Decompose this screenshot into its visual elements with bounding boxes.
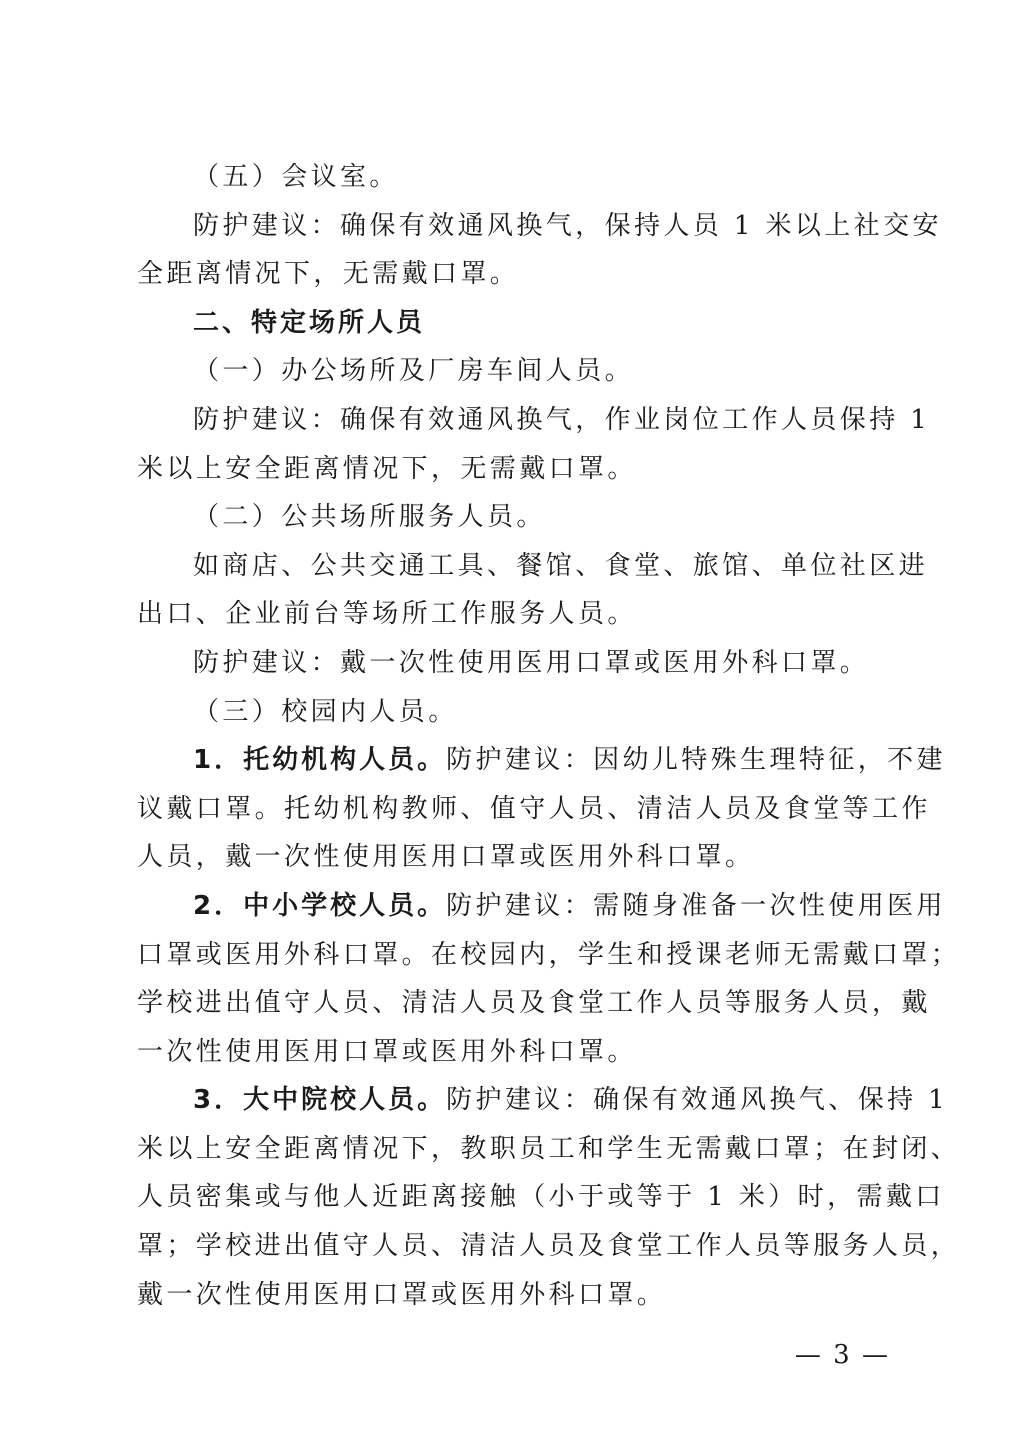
body-line: 口罩或医用外科口罩。在校园内，学生和授课老师无需戴口罩； [137,939,961,970]
body-line: 一次性使用医用口罩或医用外科口罩。 [137,1036,637,1067]
body-line: 米以上安全距离情况下，教职员工和学生无需戴口罩；在封闭、 [137,1133,961,1164]
body-line: 人员，戴一次性使用医用口罩或医用外科口罩。 [137,842,755,873]
document-body [137,153,961,1319]
subheading-office: （一）办公场所及厂房车间人员。 [193,356,635,387]
body-text: 防护建议：需随身准备一次性使用医用 [446,890,946,921]
body-line: 戴一次性使用医用口罩或医用外科口罩。 [137,1279,667,1310]
body-line: 防护建议：确保有效通风换气，作业岗位工作人员保持 1 [193,404,931,435]
body-line: 出口、企业前台等场所工作服务人员。 [137,599,637,630]
numbered-item-3 [137,1076,949,1125]
item-lead: 3．大中院校人员。 [193,1085,447,1116]
body-line: 如商店、公共交通工具、餐馆、食堂、旅馆、单位社区进 [193,550,929,581]
page-number: — 3 — [794,1340,890,1370]
body-line: 防护建议：戴一次性使用医用口罩或医用外科口罩。 [193,647,870,678]
numbered-item-2 [137,882,946,931]
subheading-meeting-room: （五）会议室。 [193,162,399,192]
body-line: 罩；学校进出值守人员、清洁人员及食堂工作人员等服务人员， [137,1231,961,1262]
section-heading: 二、特定场所人员 [193,307,426,338]
body-text: 防护建议：确保有效通风换气、保持 1 [446,1085,949,1116]
body-line: 全距离情况下，无需戴口罩。 [137,259,520,290]
subheading-campus: （三）校园内人员。 [193,696,458,727]
body-text: 防护建议：因幼儿特殊生理特征，不建 [446,745,946,776]
item-lead: 2．中小学校人员。 [193,890,447,921]
body-line: 学校进出值守人员、清洁人员及食堂工作人员等服务人员，戴 [137,988,931,1019]
body-line: 防护建议：确保有效通风换气，保持人员 1 米以上社交安 [193,210,942,241]
numbered-item-1 [137,736,946,785]
subheading-public-service: （二）公共场所服务人员。 [193,502,546,533]
item-lead: 1．托幼机构人员。 [193,745,447,776]
body-line: 米以上安全距离情况下，无需戴口罩。 [137,453,637,484]
body-line: 议戴口罩。托幼机构教师、值守人员、清洁人员及食堂等工作 [137,793,931,824]
body-line: 人员密集或与他人近距离接触（小于或等于 1 米）时，需戴口 [137,1182,945,1213]
